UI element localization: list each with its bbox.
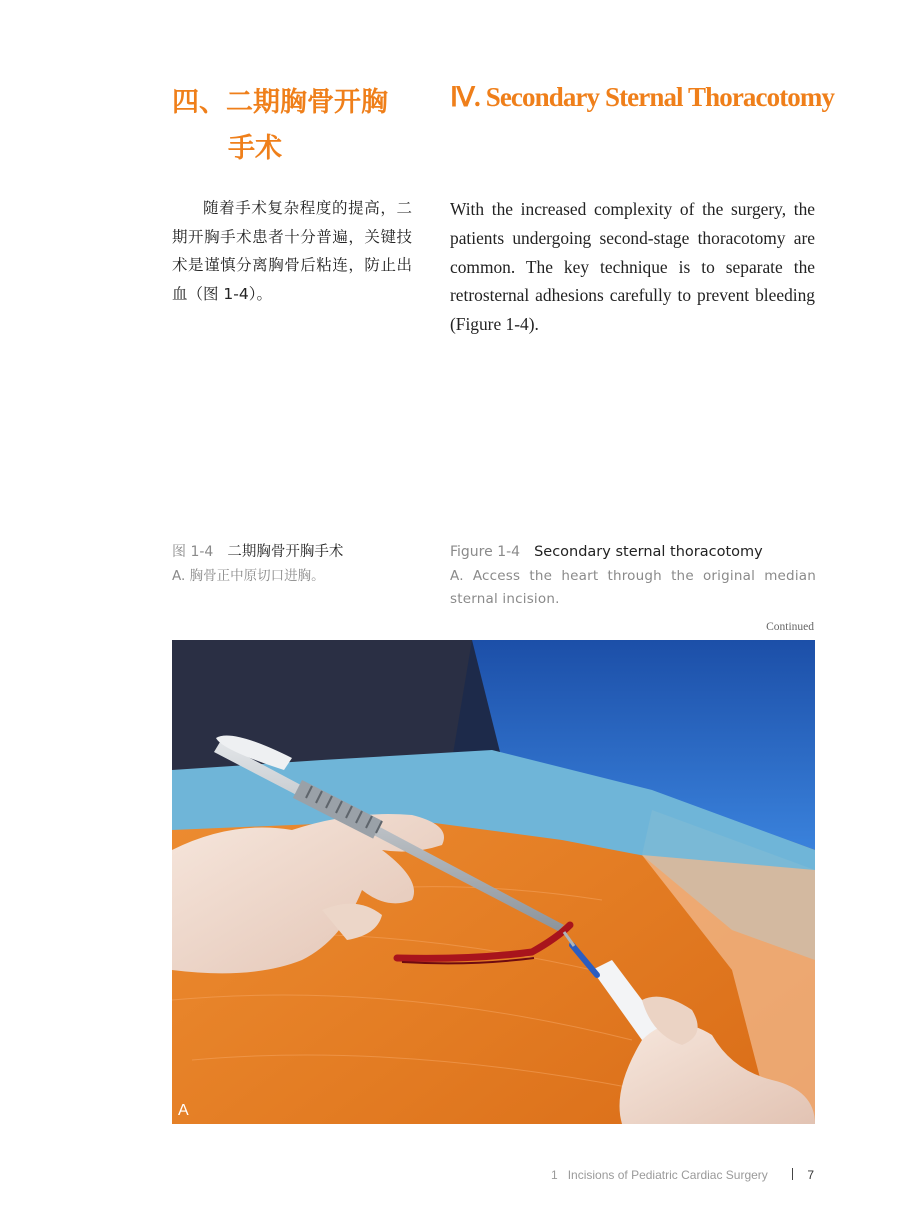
section-heading-cn-line1: 四、二期胸骨开胸 (172, 87, 388, 118)
figure-title-en: Secondary sternal thoracotomy (534, 544, 763, 560)
figure-subcaption-cn: A. 胸骨正中原切口进胸。 (172, 568, 325, 584)
figure-caption-cn (172, 542, 422, 588)
body-text-cn: 随着手术复杂程度的提高，二期开胸手术患者十分普遍，关键技术是谨慎分离胸骨后粘连，防止出血（图 1-4）。 (172, 199, 412, 303)
surgical-photo (172, 640, 815, 1124)
footer-divider (792, 1168, 794, 1180)
footer-chapter-title: Incisions of Pediatric Cardiac Surgery (567, 1168, 768, 1182)
body-text-en: With the increased complexity of the surgery, the patients undergoing second-stage thoracotomy are common. The key technique is to separate the retrosternal adhesions carefully to prevent bleeding (Figure 1-4). (450, 199, 815, 335)
figure-caption-en (450, 542, 816, 611)
figure-subcaption-en: A. Access the heart through the original median sternal incision. (450, 568, 816, 607)
section-heading-en: Ⅳ. Secondary Sternal Thoracotomy (450, 82, 835, 112)
footer-chapter-number: 1 (551, 1168, 558, 1182)
figure-title-cn: 二期胸骨开胸手术 (227, 544, 344, 560)
figure-number-cn: 图 1-4 (172, 544, 214, 560)
page-number: 7 (807, 1168, 814, 1182)
continued-label: Continued (766, 621, 814, 633)
section-heading-cn (172, 80, 412, 172)
surgical-photo-illustration (172, 640, 815, 1124)
panel-label: A (178, 1102, 189, 1119)
figure-number-en: Figure 1-4 (450, 544, 521, 560)
section-heading-cn-line2: 手术 (228, 133, 282, 164)
page-footer (551, 1168, 814, 1182)
